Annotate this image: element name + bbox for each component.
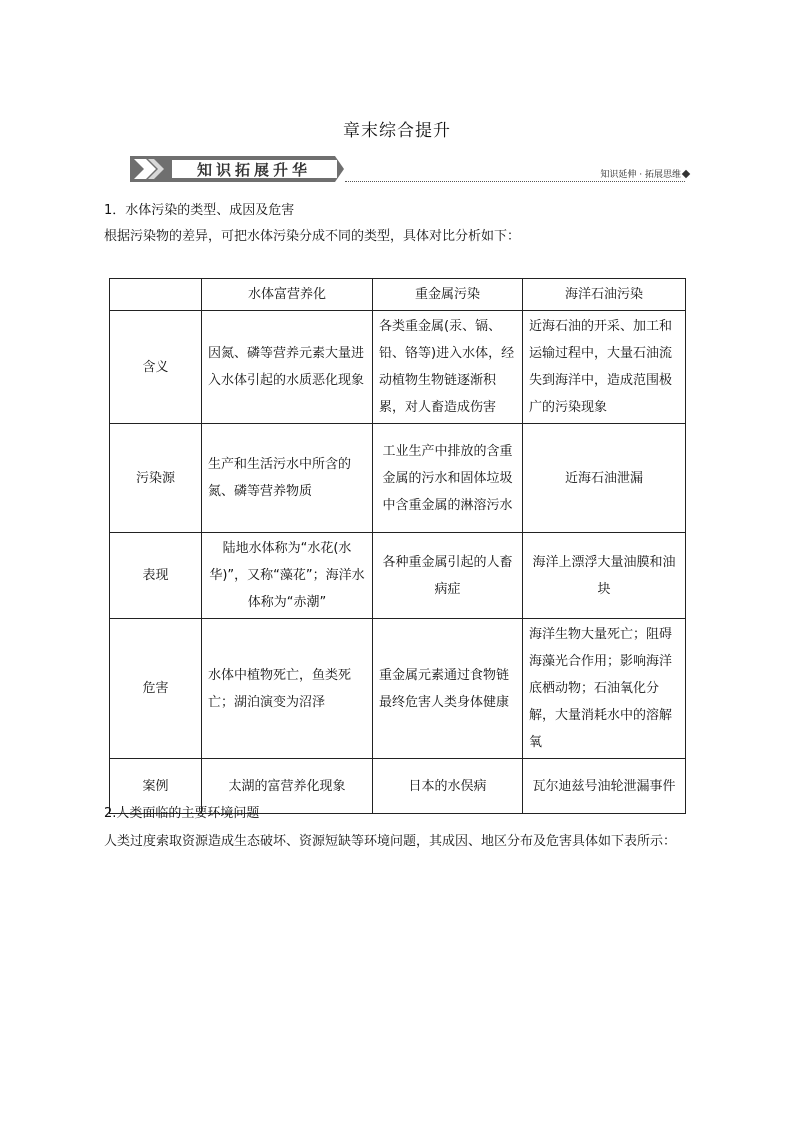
pollution-table — [109, 278, 686, 814]
page-title: 章末综合提升 — [343, 121, 451, 141]
row-label: 污染源 — [110, 424, 202, 533]
table-row — [110, 533, 686, 619]
table-cell: 海洋上漂浮大量油膜和油块 — [523, 533, 686, 619]
row-label: 危害 — [110, 619, 202, 759]
table-row — [110, 424, 686, 533]
table-cell: 各类重金属(汞、镉、铅、铬等)进入水体，经动植物生物链逐渐积累，对人畜造成伤害 — [373, 311, 523, 424]
section1-heading: 1．水体污染的类型、成因及危害 — [104, 203, 295, 218]
section2-heading: 2.人类面临的主要环境问题 — [104, 806, 260, 821]
row-label: 含义 — [110, 311, 202, 424]
table-cell: 工业生产中排放的含重金属的污水和固体垃圾中含重金属的淋溶污水 — [373, 424, 523, 533]
table-cell: 瓦尔迪兹号油轮泄漏事件 — [523, 759, 686, 814]
section2-intro: 人类过度索取资源造成生态破坏、资源短缺等环境问题，其成因、地区分布及危害具体如下表所示： — [104, 834, 677, 849]
banner-right-text: 知识延伸 · 拓展思维 — [600, 170, 681, 180]
table-row — [110, 311, 686, 424]
table-header-cell: 水体富营养化 — [202, 279, 373, 311]
table-cell: 近海石油的开采、加工和运输过程中，大量石油流失到海洋中，造成范围极广的污染现象 — [523, 311, 686, 424]
table-cell: 因氮、磷等营养元素大量进入水体引起的水质恶化现象 — [202, 311, 373, 424]
section1-intro: 根据污染物的差异，可把水体污染分成不同的类型，具体对比分析如下： — [104, 229, 521, 244]
row-label: 案例 — [110, 759, 202, 814]
table-cell: 水体中植物死亡，鱼类死亡；湖泊演变为沼泽 — [202, 619, 373, 759]
table-cell: 近海石油泄漏 — [523, 424, 686, 533]
table-cell: 太湖的富营养化现象 — [202, 759, 373, 814]
table-row — [110, 619, 686, 759]
table-cell: 陆地水体称为“水花(水华)”，又称“藻花”；海洋水体称为“赤潮” — [202, 533, 373, 619]
banner-label: 知识拓展升华 — [196, 161, 312, 179]
table-cell: 重金属元素通过食物链最终危害人类身体健康 — [373, 619, 523, 759]
table-header-row — [110, 279, 686, 311]
banner-divider — [345, 181, 685, 182]
table-header-cell: 海洋石油污染 — [523, 279, 686, 311]
table-cell: 日本的水俣病 — [373, 759, 523, 814]
table-header-cell: 重金属污染 — [373, 279, 523, 311]
table-cell: 海洋生物大量死亡；阻碍海藻光合作用；影响海洋底栖动物；石油氧化分解，大量消耗水中的溶解氧 — [523, 619, 686, 759]
table-header-cell — [110, 279, 202, 311]
table-cell: 生产和生活污水中所含的氮、磷等营养物质 — [202, 424, 373, 533]
table-cell: 各种重金属引起的人畜病症 — [373, 533, 523, 619]
row-label: 表现 — [110, 533, 202, 619]
